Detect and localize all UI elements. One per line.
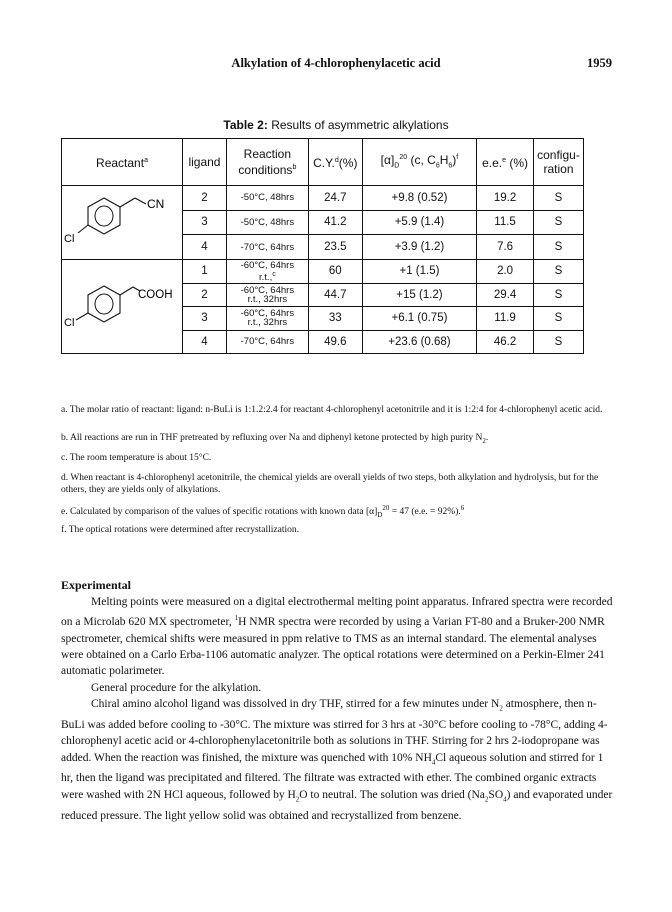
structure-chlorophenylacetic-acid (62, 260, 183, 354)
header-chemical-yield: C.Y.$^d$(%) (308, 139, 362, 186)
footnote-e: e. Calculated by comparison of the values of specific rotations with known data $[\alpha]_D^{20} = 47$ (e.e. = 92%).$^6$ (61, 504, 465, 520)
table-row: 3 -60°C, 64hrs r.t., 32hrs 33 +6.1 (0.75) 11.9 S (62, 307, 584, 331)
table-row: COOH Cl 1 -60°C, 64hrs r.t.,$^c$ 60 +1 (1.5) 2.0 S (62, 260, 584, 284)
header-ee: e.e.$^e$ (%) (477, 139, 534, 186)
page-number: 1959 (587, 56, 612, 70)
results-table (61, 138, 584, 354)
header-ligand: ligand (183, 139, 227, 186)
footnote-d: d. When reactant is 4-chlorophenyl acetonitrile, the chemical yields are overall yields of two steps, both alkylation and hydrolysis, but for the others, they are yields only of alkylations. (61, 473, 599, 495)
paragraph: Chiral amino alcohol ligand was dissolved in dry THF, stirred for a few minutes under $N_2$ atmosphere, then n-BuLi was added before cooling to -30°C. The mixture was stirred for 3 hrs at -30°C before cooling to -78°C, adding 4-chlorophenyl acetic acid or 4-chlorophenylacetonitrile both as solutions in THF. Stirring for 2 hrs 2-iodopropane was added. When the reaction was finished, the mixture was quenched with 10% $NH_4Cl$ aqueous solution and stirred for 1 hr, then the ligand was precipitated and filtered. The filtrate was extracted with ether. The combined organic extracts were washed with 2N HCl aqueous, followed by $H_2O$ to neutral. The solution was dried $(Na_2SO_4)$ and evaporated under reduced pressure. The light yellow solid was obtained and recrystallized from benzene. (61, 698, 613, 822)
header-configuration: configu-ration (533, 139, 583, 186)
chloro-label: Cl (64, 317, 75, 329)
body-text (61, 594, 616, 824)
nitrile-group-label: CN (147, 197, 165, 211)
header-rotation: $[\alpha]_D^{20}$ (c, $C_6H_6)^f$ (362, 139, 476, 186)
table-caption-text: Results of asymmetric alkylations (267, 118, 449, 132)
table-row: CN Cl 2 -50°C, 48hrs 24.7 +9.8 (0.52) 19.2 S (62, 186, 584, 211)
carboxyl-group-label: COOH (138, 289, 173, 301)
header-conditions: Reaction conditions$^b$ (226, 139, 308, 186)
table-caption-label: Table 2: (223, 118, 268, 132)
table-row: 3 -50°C, 48hrs 41.2 +5.9 (1.4) 11.5 S (62, 210, 584, 235)
table-row: 4 -70°C, 64hrs 23.5 +3.9 (1.2) 7.6 S (62, 235, 584, 260)
table-header-row (62, 139, 584, 186)
chlorophenylacetonitrile-structure-icon (62, 186, 182, 256)
header-reactant: Reactant$^a$ (62, 139, 183, 186)
structure-chlorophenylacetonitrile (62, 186, 183, 260)
section-title: Experimental (61, 578, 131, 592)
paragraph: General procedure for the alkylation. (91, 681, 262, 694)
table-caption (0, 118, 672, 132)
running-header-title: Alkylation of 4-chlorophenylacetic acid (231, 56, 441, 70)
footnote-c: c. The room temperature is about 15°C. (61, 453, 212, 463)
table-row: 4 -70°C, 64hrs 49.6 +23.6 (0.68) 46.2 S (62, 330, 584, 354)
footnote-f: f. The optical rotations were determined after recrystallization. (61, 525, 300, 535)
footnote-b: b. All reactions are run in THF pretreated by refluxing over Na and diphenyl ketone protected by high purity $N_2$. (61, 433, 489, 445)
chlorophenylacetic-acid-structure-icon (62, 260, 182, 350)
paragraph: Melting points were measured on a digital electrothermal melting point apparatus. Infrared spectra were recorded on a Microlab 620 MX spectrometer, $^1$H NMR spectra were recorded by using a Varian FT-80 and a Bruker-200 NMR spectrometer, chemical shifts were measured in ppm relative to TMS as an internal standard. The elemental analyses were obtained on a Carlo Erba-1106 automatic analyzer. The optical rotations were determined on a Perkin-Elmer 241 automatic polarimeter. (61, 596, 613, 678)
chloro-label: Cl (64, 233, 75, 245)
footnote-a: a. The molar ratio of reactant: ligand: n-BuLi is 1:1.2:2.4 for reactant 4-chlorophenyl acetonitrile and it is 1:2:4 for 4-chlorophenyl acetic acid. (61, 405, 603, 415)
table-row: 2 -60°C, 64hrs r.t., 32hrs 44.7 +15 (1.2) 29.4 S (62, 283, 584, 307)
